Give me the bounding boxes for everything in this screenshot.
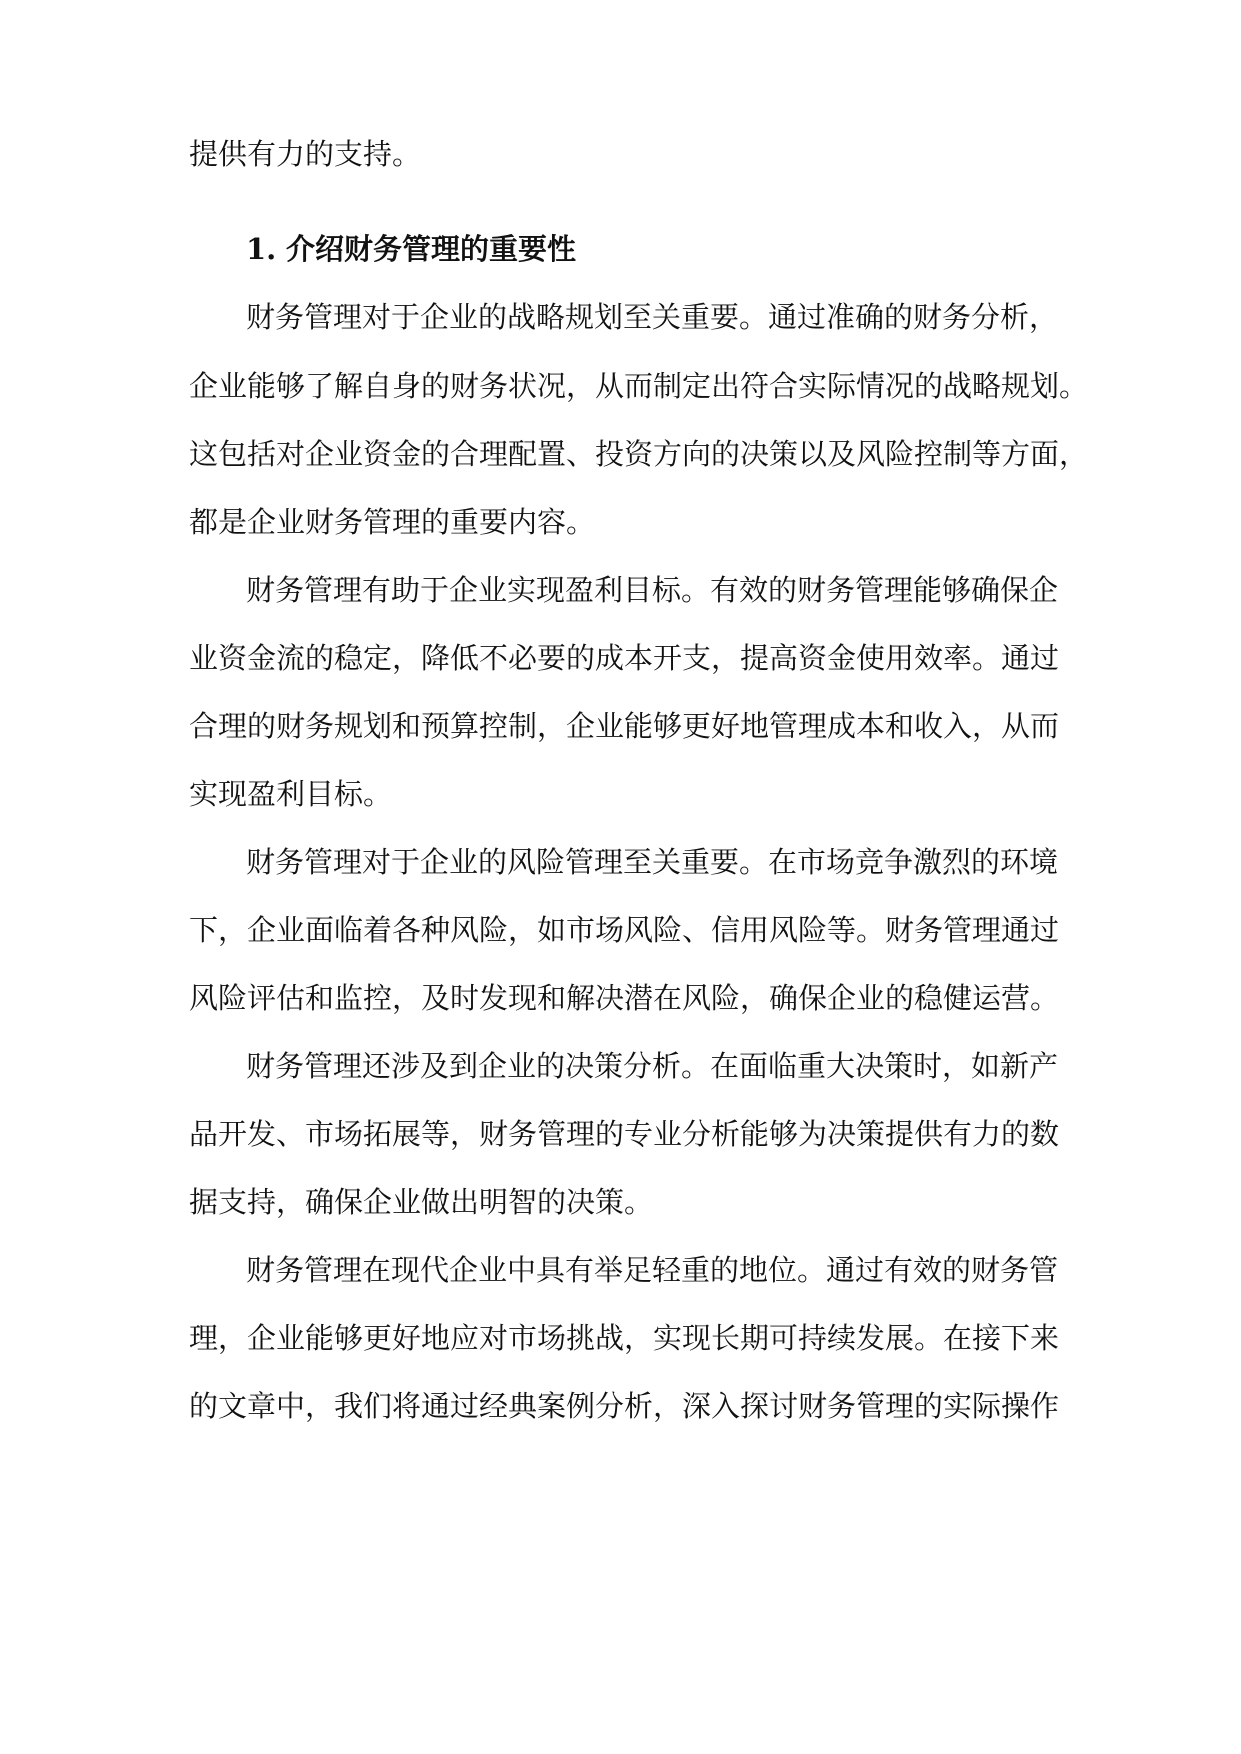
paragraph-2-line-1: 财务管理有助于企业实现盈利目标。有效的财务管理能够确保企 [246,573,1059,607]
paragraph-1-line-1: 财务管理对于企业的战略规划至关重要。通过准确的财务分析， [246,300,1059,334]
paragraph-1-line-3: 这包括对企业资金的合理配置、投资方向的决策以及风险控制等方面， [189,437,1089,471]
paragraph-3-line-1: 财务管理对于企业的风险管理至关重要。在市场竞争激烈的环境 [246,845,1059,879]
paragraph-2-line-3: 合理的财务规划和预算控制，企业能够更好地管理成本和收入，从而 [189,709,1060,743]
section-title: 介绍财务管理的重要性 [286,232,577,266]
intro-tail-line: 提供有力的支持。 [189,137,422,171]
paragraph-4-line-1: 财务管理还涉及到企业的决策分析。在面临重大决策时，如新产 [246,1049,1059,1083]
paragraph-5-line-3: 的文章中，我们将通过经典案例分析，深入探讨财务管理的实际操作 [189,1389,1060,1423]
paragraph-5-line-1: 财务管理在现代企业中具有举足轻重的地位。通过有效的财务管 [246,1253,1059,1287]
paragraph-5-line-2: 理，企业能够更好地应对市场挑战，实现长期可持续发展。在接下来 [189,1321,1060,1355]
section-number: 1. [246,232,277,266]
paragraph-1-line-2: 企业能够了解自身的财务状况，从而制定出符合实际情况的战略规划。 [189,369,1089,403]
paragraph-4-line-2: 品开发、市场拓展等，财务管理的专业分析能够为决策提供有力的数 [189,1117,1060,1151]
paragraph-4-line-3: 据支持，确保企业做出明智的决策。 [189,1185,654,1219]
paragraph-3-line-2: 下，企业面临着各种风险，如市场风险、信用风险等。财务管理通过 [189,913,1060,947]
paragraph-2-line-2: 业资金流的稳定，降低不必要的成本开支，提高资金使用效率。通过 [189,641,1060,675]
paragraph-3-line-3: 风险评估和监控，及时发现和解决潜在风险，确保企业的稳健运营。 [189,981,1060,1015]
paragraph-2-line-4: 实现盈利目标。 [189,777,393,811]
section-heading [246,229,576,269]
paragraph-1-line-4: 都是企业财务管理的重要内容。 [189,505,596,539]
